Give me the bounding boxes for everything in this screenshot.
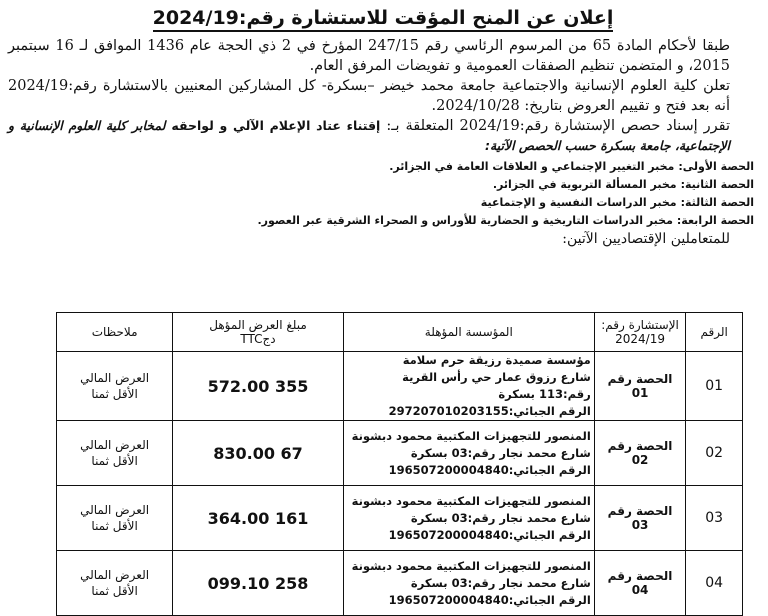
row-lot: الحصة رقم 02 [594, 421, 686, 486]
announcement-title [8, 6, 758, 30]
institution-name: مؤسسة صميدة رزيقة حرم سلامة [402, 353, 591, 367]
header-consultation [594, 313, 686, 352]
institution-address: شارع محمد نجار رقم:03 بسكرة [410, 510, 591, 525]
lot-label: الحصة الأولى: [678, 160, 754, 173]
header-amount [173, 313, 344, 352]
row-note [57, 421, 173, 486]
note-line1: العرض المالي [80, 371, 150, 385]
assignment-beneficiary: لمخابر كلية العلوم الإنسانية و الإجتماعية، جامعة بسكرة حسب الحصص الآتية: [8, 118, 730, 153]
table-intro: للمتعاملين الإقتصاديين الآتين: [562, 231, 730, 247]
table-row [57, 486, 743, 551]
table-row [57, 421, 743, 486]
lot-text: مخبر الدراسات النفسية و الإجتماعية [480, 196, 677, 209]
lot-item-2 [8, 176, 758, 194]
faculty-announcement-paragraph: تعلن كلية العلوم الإنسانية والاجتماعية جامعة محمد خيضر –بسكرة- كل المشاركين المعنيين بالاستشارة رقم:2024/19 أنه بعد فتح و تقييم العروض بتاريخ: 2024/10/28. [8, 78, 730, 114]
assignment-paragraph [8, 116, 758, 156]
row-amount: 67 830.00 [173, 421, 344, 486]
table-header-row [57, 313, 743, 352]
header-notes: ملاحظات [57, 313, 173, 352]
institution-address: شارع رزوق عمار حي رأس القرية رقم:113 بسكرة [402, 370, 591, 401]
row-num: 01 [686, 352, 743, 421]
lot-text: مخبر المسألة التربوية في الجزائر. [492, 178, 677, 191]
row-num: 03 [686, 486, 743, 551]
lot-item-3 [8, 194, 758, 212]
lot-label: الحصة الثالثة: [680, 196, 754, 209]
row-institution [343, 551, 594, 616]
results-table [56, 312, 743, 616]
note-line1: العرض المالي [80, 438, 150, 452]
lot-item-1 [8, 158, 758, 176]
row-amount: 258 099.10 [173, 551, 344, 616]
header-num: الرقم [686, 313, 743, 352]
note-line2: الأقل ثمنا [91, 387, 138, 401]
note-line1: العرض المالي [80, 503, 150, 517]
row-institution [343, 421, 594, 486]
row-lot: الحصة رقم 04 [594, 551, 686, 616]
table-row [57, 352, 743, 421]
row-note [57, 486, 173, 551]
note-line2: الأقل ثمنا [91, 519, 138, 533]
row-amount: 355 572.00 [173, 352, 344, 421]
legal-reference-paragraph: طبقا لأحكام المادة 65 من المرسوم الرئاسي رقم 247/15 المؤرخ في 2 ذي الحجة عام 1436 الموافق لـ 16 سبتمبر 2015، و المتضمن تنظيم الصفقات العمومية و تفويضات المرفق العام. [8, 38, 730, 74]
header-institution: المؤسسة المؤهلة [343, 313, 594, 352]
lot-item-4 [8, 212, 758, 230]
lot-text: مخبر الدراسات التاريخية و الحضارية للأوراس و الصحراء الشرقية عبر العصور. [257, 214, 673, 227]
institution-tax-id: الرقم الجبائي:196507200004840 [388, 592, 591, 607]
note-line2: الأقل ثمنا [91, 584, 138, 598]
row-num: 02 [686, 421, 743, 486]
row-institution [343, 352, 594, 421]
institution-address: شارع محمد نجار رقم:03 بسكرة [410, 575, 591, 590]
row-institution [343, 486, 594, 551]
assignment-intro: تقرر إسناد حصص الإستشارة رقم:2024/19 المتعلقة بـ: [386, 118, 731, 134]
lot-label: الحصة الرابعة: [676, 214, 754, 227]
note-line1: العرض المالي [80, 568, 150, 582]
row-lot: الحصة رقم 01 [594, 352, 686, 421]
lot-text: مخبر التغيير الإجتماعي و العلاقات العامة في الجزائر. [389, 160, 675, 173]
institution-tax-id: الرقم الجبائي:196507200004840 [388, 527, 591, 542]
institution-tax-id: الرقم الجبائي:297207010203155 [388, 404, 591, 418]
header-amount-line1: مبلغ العرض المؤهل [209, 318, 307, 332]
row-num: 04 [686, 551, 743, 616]
lot-label: الحصة الثانية: [680, 178, 754, 191]
announcement-title-text: إعلان عن المنح المؤقت للاستشارة رقم:2024/19 [153, 7, 614, 32]
table-row [57, 551, 743, 616]
note-line2: الأقل ثمنا [91, 454, 138, 468]
institution-name: المنصور للتجهيزات المكتبية محمود دبشونة [351, 428, 591, 443]
lots-list [8, 158, 758, 230]
header-amount-line2: دجTTC [240, 332, 276, 346]
institution-name: المنصور للتجهيزات المكتبية محمود دبشونة [351, 558, 591, 573]
institution-tax-id: الرقم الجبائي:196507200004840 [388, 462, 591, 477]
row-note [57, 551, 173, 616]
header-consultation-line1: الإستشارة رقم: [601, 318, 679, 332]
row-amount: 161 364.00 [173, 486, 344, 551]
row-lot: الحصة رقم 03 [594, 486, 686, 551]
header-consultation-line2: 2024/19 [615, 332, 665, 346]
institution-address: شارع محمد نجار رقم:03 بسكرة [410, 445, 591, 460]
institution-name: المنصور للتجهيزات المكتبية محمود دبشونة [351, 493, 591, 508]
assignment-subject: إقتناء عتاد الإعلام الآلي و لواحقه [171, 118, 381, 133]
row-note [57, 352, 173, 421]
